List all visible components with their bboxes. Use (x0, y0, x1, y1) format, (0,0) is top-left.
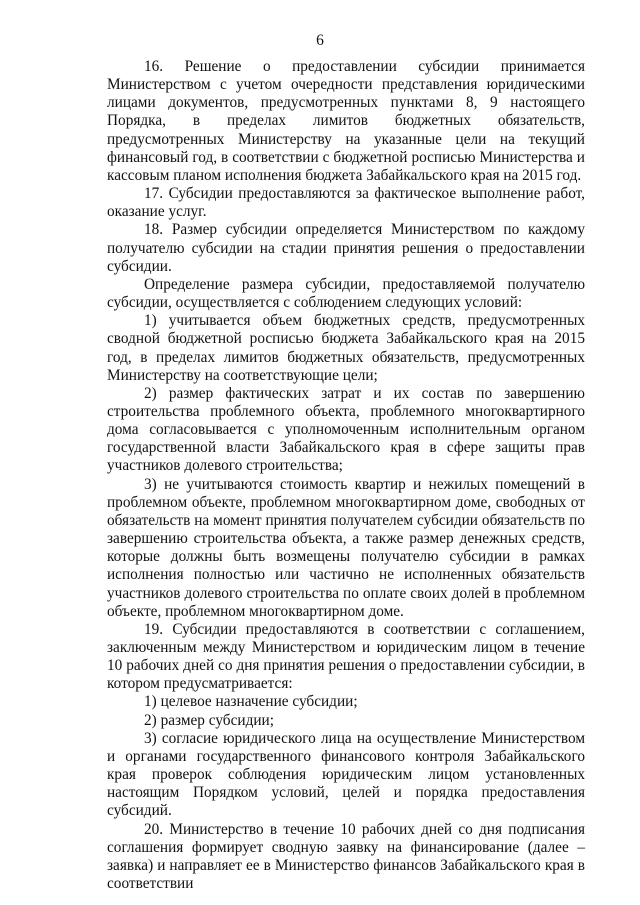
paragraph-16: 16. Решение о предоставлении субсидии принимается Министерством с учетом очередности представления юридическими лицами документов, предусмотренных пунктами 8, 9 настоящего Порядка, в пределах лимитов бюджетных обязательств, предусмотренных Министерству на указанные цели на текущий финансовый год, в соответствии с бюджетной росписью Министерства и кассовым планом исполнения бюджета Забайкальского края на 2015 год. (107, 58, 585, 184)
list-item-condition-3: 3) не учитываются стоимость квартир и нежилых помещений в проблемном объекте, проблемном многоквартирном доме, свободных от обязательств на момент принятия получателем субсидии обязательств по завершению строительства объекта, а также размер денежных средств, которые должны быть возмещены получателю субсидии в рамках исполнения полностью или частично не исполненных обязательств участников долевого строительства по оплате своих долей в проблемном объекте, проблемном многоквартирном доме. (107, 475, 585, 620)
list-item-agreement-1: 1) целевое назначение субсидии; (144, 693, 358, 711)
paragraph-19: 19. Субсидии предоставляются в соответствии с соглашением, заключенным между Министерством и юридическим лицом в течение 10 рабочих дней со дня принятия решения о предоставлении субсидии, в котором предусматривается: (107, 620, 585, 693)
list-item-condition-2: 2) размер фактических затрат и их состав по завершению строительства проблемного объекта, проблемного многоквартирного дома согласовывается с уполномоченным исполнительным органом государственной власти Забайкальского края в сфере защиты прав участников долевого строительства; (107, 384, 585, 475)
paragraph-20: 20. Министерство в течение 10 рабочих дней со дня подписания соглашения формирует сводную заявку на финансирование (далее – заявка) и направляет ее в Министерство финансов Забайкальского края в соответствии (107, 820, 585, 893)
paragraph-18: 18. Размер субсидии определяется Министерством по каждому получателю субсидии на стадии принятия решения о предоставлении субсидии. (107, 221, 585, 275)
page-number: 6 (316, 32, 324, 49)
list-item-condition-1: 1) учитывается объем бюджетных средств, предусмотренных сводной бюджетной росписью бюджета Забайкальского края на 2015 год, в пределах лимитов бюджетных обязательств, предусмотренных Министерству на соответствующие цели; (107, 312, 585, 384)
document-body (107, 58, 585, 893)
list-item-agreement-2: 2) размер субсидии; (144, 711, 274, 729)
paragraph-17: 17. Субсидии предоставляются за фактическое выполнение работ, оказание услуг. (107, 185, 585, 221)
paragraph-subsidy-conditions-intro: Определение размера субсидии, предоставляемой получателю субсидии, осуществляется с соблюдением следующих условий: (107, 275, 585, 312)
list-item-agreement-3: 3) согласие юридического лица на осуществление Министерством и органами государственного финансового контроля Забайкальского края проверок соблюдения юридическим лицом установленных настоящим Порядком условий, целей и порядка предоставления субсидий. (107, 729, 585, 820)
